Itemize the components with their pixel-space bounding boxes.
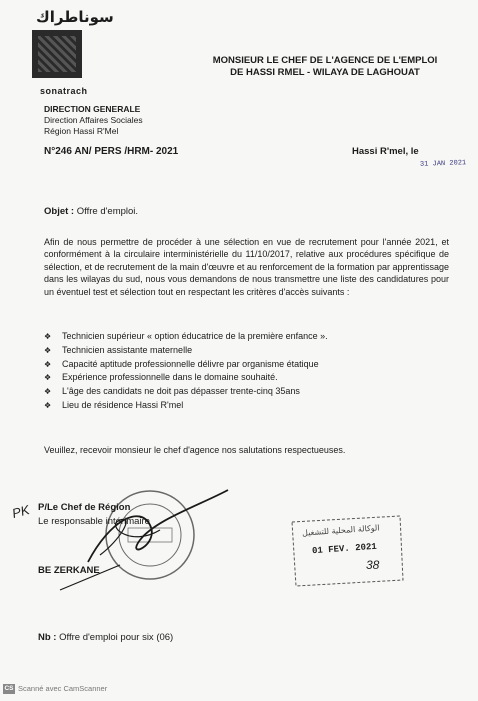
addressee-line-1: MONSIEUR LE CHEF DE L'AGENCE DE L'EMPLOI — [212, 55, 438, 66]
objet-label: Objet : — [44, 206, 75, 217]
criteria-item: ❖ Expérience professionnelle dans le domaine souhaité. — [44, 371, 444, 385]
city-date-label: Hassi R'mel, le — [352, 146, 419, 157]
objet-value: Offre d'emploi. — [76, 206, 139, 217]
scanner-text: Scanné avec CamScanner — [18, 684, 108, 693]
criteria-item: ❖ L'âge des candidats ne doit pas dépasser trente-cinq 35ans — [44, 385, 444, 399]
nb-label: Nb : — [38, 632, 57, 643]
scanner-watermark — [3, 684, 107, 694]
signature-role: Le responsable intérimaire — [38, 516, 150, 527]
reception-stamp-date: 01 FEV. 2021 — [311, 541, 378, 557]
criteria-item: ❖ Capacité aptitude professionnelle délivre par organisme étatique — [44, 358, 444, 372]
signatory-name: BE ZERKANE — [38, 565, 100, 576]
closing-salutation: Veuillez, recevoir monsieur le chef d'agence nos salutations respectueuses. — [44, 445, 346, 455]
camscanner-icon: CS — [4, 685, 14, 693]
logo-arabic-text: سوناطراك — [36, 8, 114, 26]
reference-number: N°246 AN/ PERS /HRM- 2021 — [44, 146, 179, 157]
nb-text: Offre d'emploi pour six (06) — [59, 632, 174, 643]
reception-stamp-arabic: الوكالة المحلية للتشغيل — [301, 523, 380, 538]
date-stamp: 31 JAN 2021 — [419, 159, 467, 169]
direction-label: DIRECTION GENERALE — [44, 104, 141, 114]
nb-note — [38, 632, 173, 643]
initials-mark: PK — [10, 502, 31, 521]
department-label: Direction Affaires Sociales — [44, 115, 143, 125]
criteria-item: ❖ Lieu de résidence Hassi R'mel — [44, 399, 444, 413]
addressee-line-2: DE HASSI RMEL - WILAYA DE LAGHOUAT — [230, 67, 420, 78]
criteria-item: ❖ Technicien supérieur « option éducatrice de la première enfance ». — [44, 330, 444, 344]
logo-latin-text: sonatrach — [40, 86, 88, 96]
reception-stamp-number: 38 — [366, 558, 380, 572]
region-label: Région Hassi R'Mel — [44, 126, 119, 136]
signature-title: P/Le Chef de Région — [38, 502, 131, 513]
criteria-item: ❖ Technicien assistante maternelle — [44, 344, 444, 358]
letter-body: Afin de nous permettre de procéder à une sélection en vue de recrutement pour l'année 2021, et conformément à la circulaire interministérielle du 11/10/2017, relative aux procédures spécifique de sélection, et de recrutement de la main d'œuvre et au renforcement de la formation par apprentissage dans les wilayas du sud, nous vous demandons de nous transmettre une liste des candidatures pour un éventuel test et sélection tout en respectant les critères d'accès suivants : — [44, 237, 449, 297]
